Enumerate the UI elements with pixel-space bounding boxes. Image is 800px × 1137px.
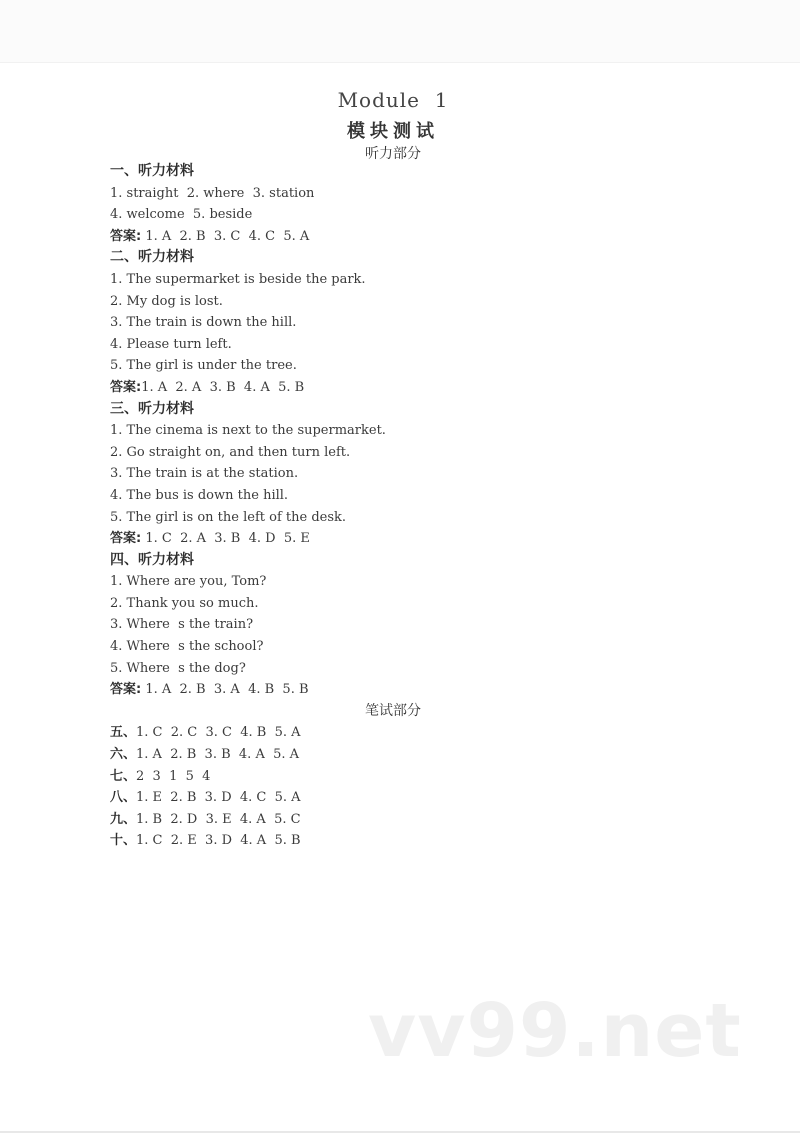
answer-values: 1. A 2. B 3. A 4. B 5. B (141, 682, 309, 698)
answer-label: 答案: (110, 228, 142, 244)
module-title: Module 1 (337, 88, 449, 112)
written-answer-line (110, 830, 730, 852)
material-line: 3. The train is at the station. (110, 466, 299, 482)
written-answer-line (110, 766, 730, 788)
section-heading: 二、听力材料 (110, 249, 194, 266)
answer-line (110, 377, 730, 399)
material-line: 2. My dog is lost. (110, 293, 223, 309)
answer-values: 1. A 2. A 3. B 4. A 5. B (141, 379, 305, 395)
answer-line (110, 226, 730, 248)
question-label: 十、 (110, 833, 137, 849)
section-heading: 一、听力材料 (110, 163, 194, 179)
section-heading: 四、听力材料 (110, 551, 194, 568)
question-label: 八、 (110, 790, 137, 806)
written-answer-line (110, 744, 730, 766)
answer-values: 1. C 2. C 3. C 4. B 5. A (136, 725, 301, 741)
material-line: 5. Where s the dog? (110, 660, 246, 676)
material-line: 1. straight 2. where 3. station (110, 185, 315, 201)
material-line: 5. The girl is under the tree. (110, 358, 297, 374)
page-bottom-divider (0, 1131, 800, 1133)
material-line: 4. Where s the school? (110, 639, 264, 655)
written-answer-line (110, 787, 730, 809)
question-label: 七、 (110, 768, 137, 784)
material-line: 1. The supermarket is beside the park. (110, 271, 366, 287)
answer-line (110, 528, 730, 550)
test-title: 模块测试 (347, 121, 439, 142)
question-label: 九、 (110, 811, 137, 827)
answer-key (110, 161, 730, 852)
answer-values: 1. C 2. A 3. B 4. D 5. E (141, 531, 310, 547)
top-band (0, 0, 800, 63)
answer-values: 1. A 2. B 3. C 4. C 5. A (141, 228, 310, 244)
answer-line (110, 679, 730, 701)
listening-part-title: 听力部分 (365, 146, 421, 162)
material-line: 2. Go straight on, and then turn left. (110, 444, 351, 460)
answer-values: 1. B 2. D 3. E 4. A 5. C (136, 811, 301, 827)
written-answer-line (110, 722, 730, 744)
question-label: 五、 (110, 725, 137, 741)
watermark: vv99.net (368, 988, 742, 1074)
material-line: 4. Please turn left. (110, 336, 232, 352)
question-label: 六、 (110, 747, 137, 763)
answer-values: 1. E 2. B 3. D 4. C 5. A (136, 790, 301, 806)
answer-label: 答案: (110, 531, 142, 547)
answer-values: 2 3 1 5 4 (136, 768, 211, 784)
answer-values: 1. C 2. E 3. D 4. A 5. B (136, 833, 301, 849)
material-line: 2. Thank you so much. (110, 595, 259, 611)
material-line: 3. Where s the train? (110, 617, 254, 633)
answer-values: 1. A 2. B 3. B 4. A 5. A (136, 747, 300, 763)
material-line: 1. The cinema is next to the supermarket. (110, 423, 386, 439)
material-line: 1. Where are you, Tom? (110, 574, 267, 590)
written-part-title: 笔试部分 (365, 702, 421, 719)
material-line: 4. The bus is down the hill. (110, 487, 289, 503)
section-heading: 三、听力材料 (110, 400, 194, 417)
material-line: 4. welcome 5. beside (110, 207, 253, 223)
answer-label: 答案: (110, 682, 142, 698)
material-line: 3. The train is down the hill. (110, 315, 297, 331)
answer-label: 答案: (110, 379, 142, 395)
material-line: 5. The girl is on the left of the desk. (110, 509, 347, 525)
written-answer-line (110, 809, 730, 831)
